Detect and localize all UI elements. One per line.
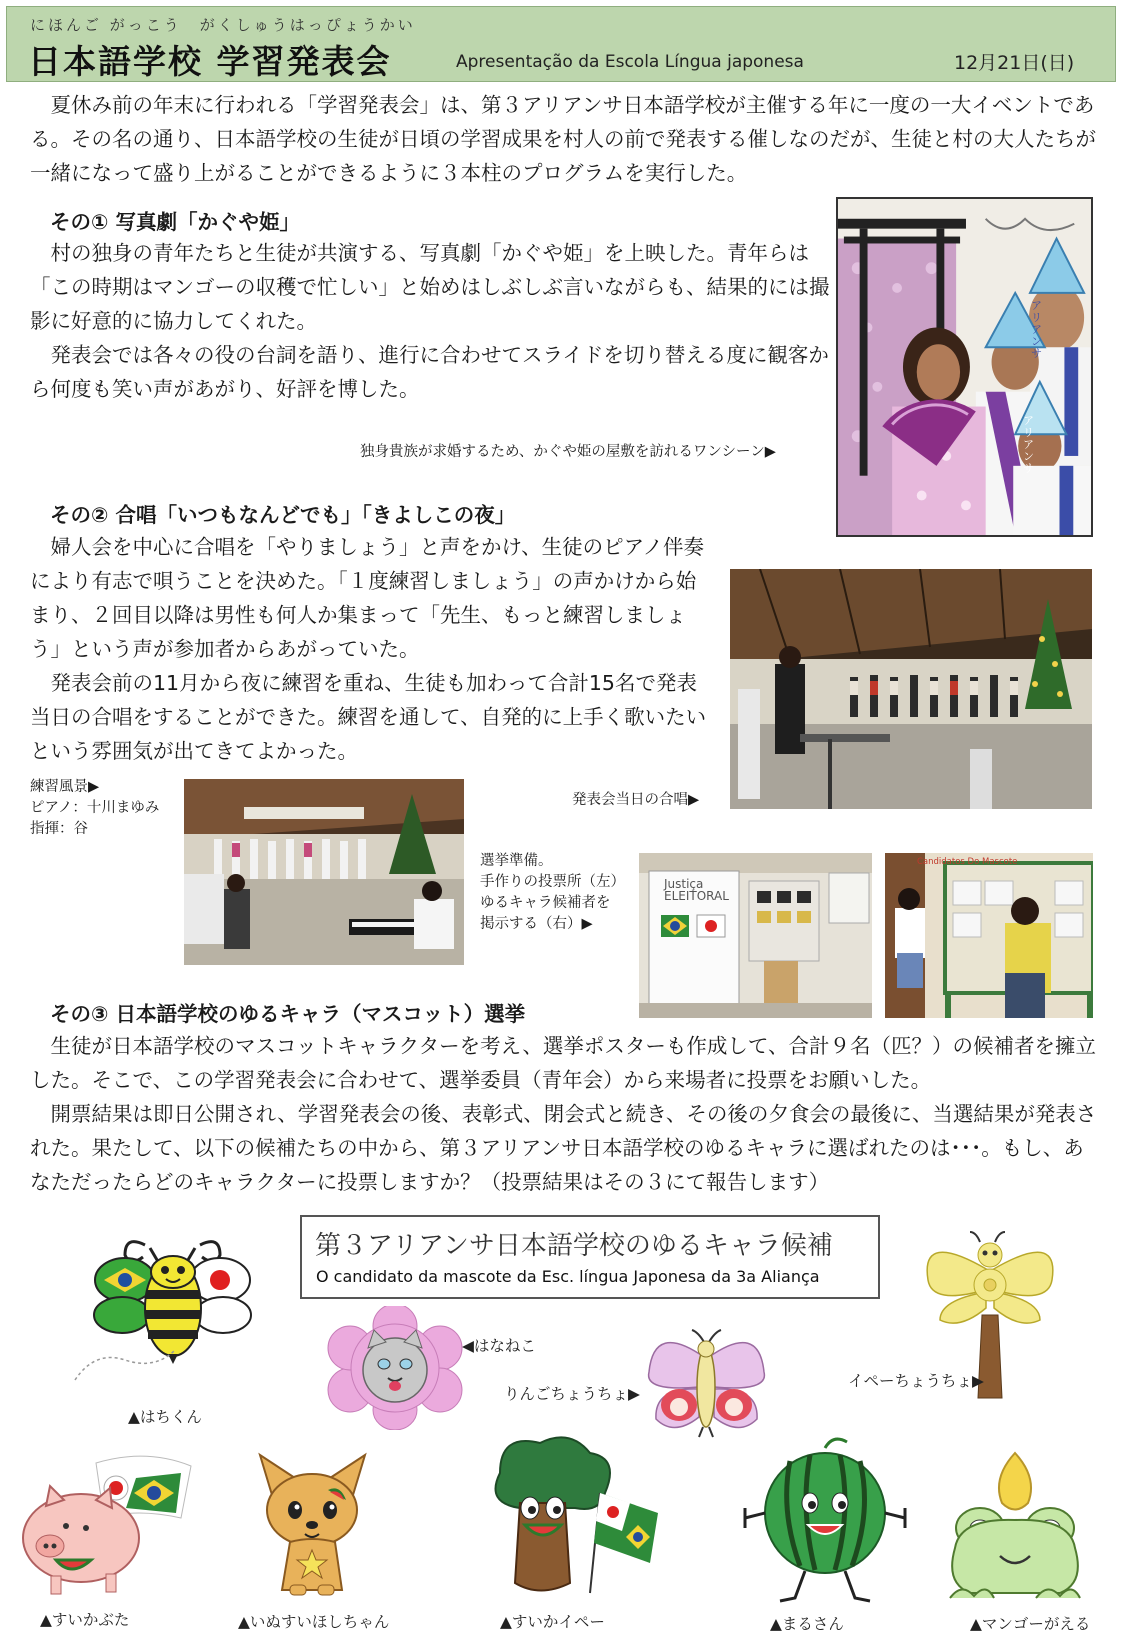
page-title: 日本語学校 学習発表会 [28,42,392,81]
ballot-sign-line-2: ELEITORAL [664,889,729,903]
candidates-board-title: Candidatos Do Mascote [917,857,1018,867]
candidates-board-photo [885,853,1093,1018]
section3-paragraph-1: 生徒が日本語学校のマスコットキャラクターを考え、選挙ポスターも作成して、合計９名（匹？）の候補者を擁立した。そこで、この学習発表会に合わせて、選挙委員（青年会）から来場者に投票をお願いした。 [30,1034,1096,1092]
section3-heading: その③ 日本語学校のゆるキャラ（マスコット）選挙 [50,1002,526,1026]
section1-paragraph-2: 発表会では各々の役の台詞を語り、進行に合わせてスライドを切り替える度に観客から何度も笑い声があがり、好評を博した。 [30,343,829,401]
page-date: 12月21日(日) [954,52,1075,74]
page-subtitle: Apresentação da Escola Língua japonesa [456,52,804,72]
section2-heading: その② 合唱「いつもなんどでも」「きよしこの夜」 [50,503,516,527]
hachikun-flight-path [70,1345,180,1385]
marusan-watermelon-illustration [740,1433,910,1608]
mango-gaeru-frog-illustration [940,1448,1090,1603]
choir-practice-photo [184,779,464,965]
election-caption [480,851,625,935]
sash-label-2: アリアンサ [1023,414,1034,475]
mascot-label-inusuihoshi: ▲いぬすいほしちゃん [238,1613,390,1631]
election-caption-line-2: 手作りの投票所（左） [480,874,625,890]
mascot-label-hananeko: ◀はなねこ [462,1337,536,1355]
kaguya-hime-photo [836,197,1093,537]
section3-paragraph-2: 開票結果は即日公開され、学習発表会の後、表彰式、閉会式と続き、その後の夕食会の最後に、当選結果が発表された。果たして、以下の候補たちの中から、第３アリアンサ日本語学校のゆるキャラに選ばれたのは･･･。もし、あなただったらどのキャラクターに投票しますか？（投票結果はその３にて報告します） [30,1102,1097,1194]
election-caption-line-4: 掲示する（右）▶ [480,916,593,932]
suika-ipe-tree-illustration [480,1433,660,1603]
mascot-label-suikabuta: ▲すいかぶた [40,1611,130,1629]
election-caption-line-3: ゆるキャラ候補者を [480,895,611,911]
section1-paragraph-1: 村の独身の青年たちと生徒が共演する、写真劇「かぐや姫」を上映した。青年らは「この時期はマンゴーの収穫で忙しい」と始めはしぶしぶ言いながらも、結果的には撮影に好意的に協力してくれた。 [30,241,830,333]
ringo-chouchou-butterfly-illustration [644,1327,769,1442]
suikabuta-pig-illustration [16,1448,196,1598]
practice-caption [30,777,159,840]
sash-label-1: アリアンサ [1031,299,1042,360]
mascot-label-ipe-chouchou: イペーちょうちょ▶ [848,1372,984,1390]
section1-heading: その① 写真劇「かぐや姫」 [50,210,300,234]
candidates-box-title: 第３アリアンサ日本語学校のゆるキャラ候補 [315,1231,833,1261]
mascot-label-hachikun: ▲はちくん [128,1408,202,1426]
candidates-box-subtitle: O candidato da mascote da Esc. língua Japonesa da 3a Aliança [316,1267,820,1286]
practice-caption-line-3: 指揮：谷 [30,821,88,837]
hananeko-flower-cat-illustration [322,1306,468,1430]
ballot-sign [664,878,729,902]
choir-performance-photo [730,569,1092,809]
practice-caption-line-1: 練習風景▶ [30,779,100,795]
title-ruby: にほんご がっこう がくしゅうはっぴょうかい [30,16,416,34]
practice-caption-line-2: ピアノ：十川まゆみ [30,800,160,816]
section2-paragraph-1: 婦人会を中心に合唱を「やりましょう」と声をかけ、生徒のピアノ伴奏により有志で唄うことを決めた。「１度練習しましょう」の声かけから始まり、２回目以降は男性も何人か集まって「先生、もっと練習しましょう」という声が参加者からあがっていた。 [30,535,705,661]
mascot-label-ringo-chouchou: りんごちょうちょ▶ [504,1385,640,1403]
ballot-sign-line-1: Justiça [664,877,704,891]
intro-paragraph: 夏休み前の年末に行われる「学習発表会」は、第３アリアンサ日本語学校が主催する年に一度の一大イベントである。その名の通り、日本語学校の生徒が日頃の学習成果を村人の前で発表する催しなのだが、生徒と村の大人たちが一緒になって盛り上がることができるように３本柱のプログラムを実行した。 [30,93,1096,185]
section2-paragraph-2: 発表会前の11月から夜に練習を重ね、生徒も加わって合計15名で発表当日の合唱をすることができた。練習を通して、自発的に上手く歌いたいという雰囲気が出てきてよかった。 [30,671,707,763]
mascot-label-suika-ipe: ▲すいかイペー [500,1613,605,1631]
section1-photo-caption: 独身貴族が求婚するため、かぐや姫の屋敷を訪れるワンシーン▶ [360,444,776,460]
election-caption-line-1: 選挙準備。 [480,853,553,869]
mascot-label-mango-gaeru: ▲マンゴーがえる [970,1615,1091,1633]
inusuihoshi-dog-illustration [250,1450,375,1600]
choir-day-caption: 発表会当日の合唱▶ [572,792,700,808]
mascot-label-marusan: ▲まるさん [770,1615,844,1633]
